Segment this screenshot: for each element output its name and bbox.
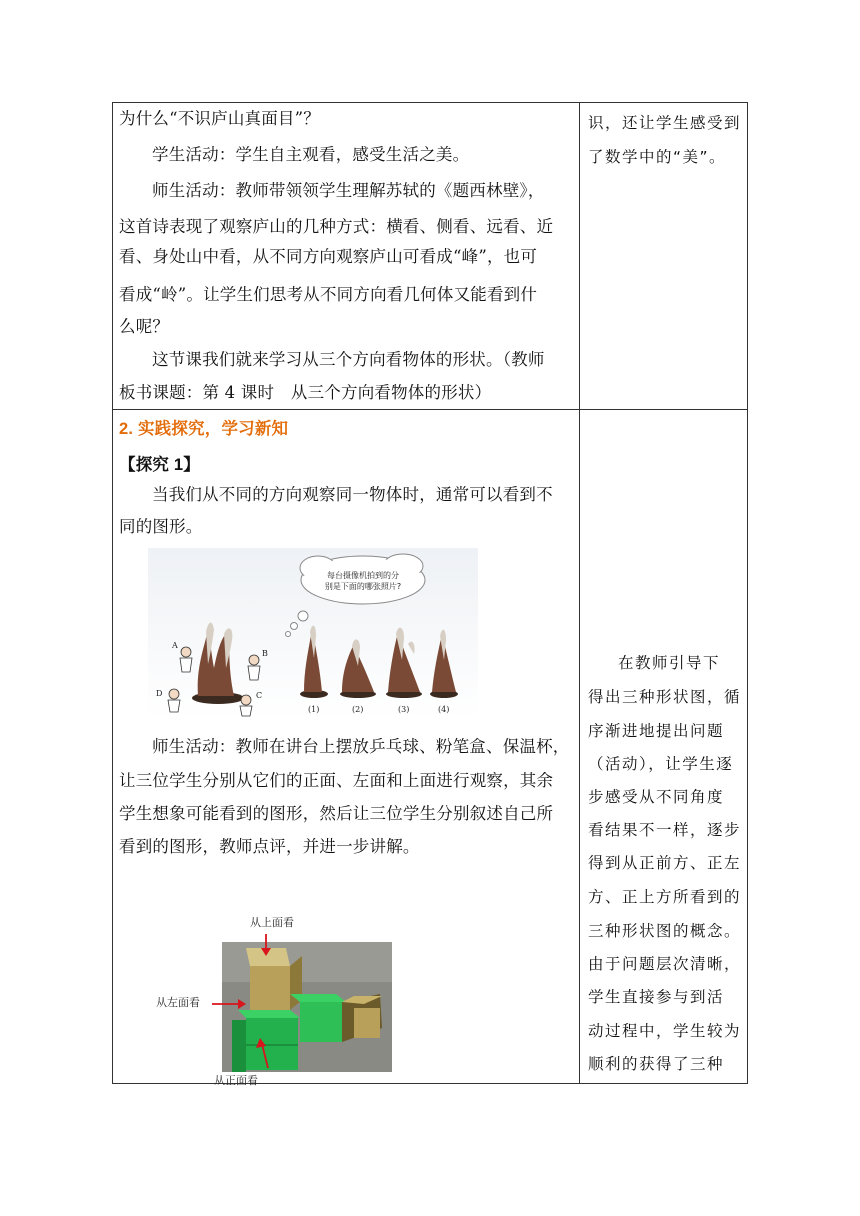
camera-label-c: C: [256, 691, 263, 700]
row2-side-line-8: 方、正上方所看到的: [588, 888, 742, 906]
intro-line-1: 当我们从不同的方向观察同一物体时，通常可以看到不: [152, 485, 553, 504]
row1-line-1: 为什么“不识庐山真面目”？: [119, 109, 320, 128]
row2-side-line-11: 学生直接参与到活: [588, 988, 725, 1006]
row1-line-9: 板书课题：第 4 课时 从三个方向看物体的形状）: [119, 383, 492, 402]
photo-label-3: (3): [398, 705, 410, 714]
bubble-text-2: 别是下面的哪张照片?: [324, 582, 402, 591]
row2-side-line-5: 步感受从不同角度: [588, 788, 725, 806]
bubble-text-1: 每台摄像机拍到的分: [327, 571, 399, 580]
row2-side-line-1: 在教师引导下: [618, 654, 721, 672]
cube-views-figure: [150, 908, 400, 1086]
row2-side-line-13: 顺利的获得了三种: [588, 1055, 725, 1073]
row2-side-line-3: 序渐进地提出问题: [588, 722, 725, 740]
photo-label-1: (1): [308, 705, 320, 714]
label-top-view: 从上面看: [250, 916, 294, 929]
row1-line-6: 看成“岭”。让学生们思考从不同方向看几何体又能看到什: [119, 285, 538, 304]
column-divider: [579, 102, 580, 1084]
row2-side-line-2: 得出三种形状图，循: [588, 688, 742, 706]
label-left-view: 从左面看: [156, 996, 200, 1009]
camera-label-b: B: [262, 649, 268, 658]
row1-side-line-2: 了数学中的“美”。: [588, 148, 727, 166]
row2-side-line-9: 三种形状图的概念。: [588, 922, 742, 940]
row2-side-line-4: （活动），让学生逐: [588, 755, 734, 773]
intro-line-2: 同的图形。: [119, 517, 203, 536]
activity-line-1: 师生活动：教师在讲台上摆放乒乓球、粉笔盒、保温杯，: [152, 737, 570, 756]
label-front-view: 从正面看: [214, 1074, 258, 1086]
photo-label-4: (4): [438, 705, 450, 714]
row1-line-2: 学生活动：学生自主观看，感受生活之美。: [152, 145, 470, 164]
activity-line-3: 学生想象可能看到的图形，然后让三位学生分别叙述自己所: [119, 804, 554, 823]
row1-line-4: 这首诗表现了观察庐山的几种方式：横看、侧看、远看、近: [119, 217, 554, 236]
row2-side-line-7: 得到从正前方、正左: [588, 854, 742, 872]
camera-label-d: D: [156, 689, 163, 698]
row2-side-line-10: 由于问题层次清晰，: [588, 955, 742, 973]
photo-label-2: (2): [352, 705, 364, 714]
explore-label: 【探究 1】: [119, 456, 200, 474]
sculpture-cameras-illustration: [148, 548, 478, 718]
camera-label-a: A: [172, 641, 178, 650]
activity-line-2: 让三位学生分别从它们的正面、左面和上面进行观察，其余: [119, 771, 554, 790]
row1-line-5: 看、身处山中看，从不同方向观察庐山可看成“峰”，也可: [119, 247, 538, 266]
cube-views-illustration: [150, 908, 400, 1086]
activity-line-4: 看到的图形，教师点评，并进一步讲解。: [119, 837, 420, 856]
row1-line-3: 师生活动：教师带领领学生理解苏轼的《题西林壁》，: [152, 181, 545, 200]
sculpture-cameras-figure: [148, 548, 478, 718]
row2-side-line-12: 动过程中，学生较为: [588, 1022, 742, 1040]
row2-side-line-6: 看结果不一样，逐步: [588, 821, 742, 839]
section-title: 2. 实践探究，学习新知: [119, 420, 289, 438]
row1-line-8: 这节课我们就来学习从三个方向看物体的形状。（教师: [152, 350, 545, 369]
row1-line-7: 么呢？: [119, 317, 170, 336]
row1-side-line-1: 识，还让学生感受到: [588, 114, 742, 132]
